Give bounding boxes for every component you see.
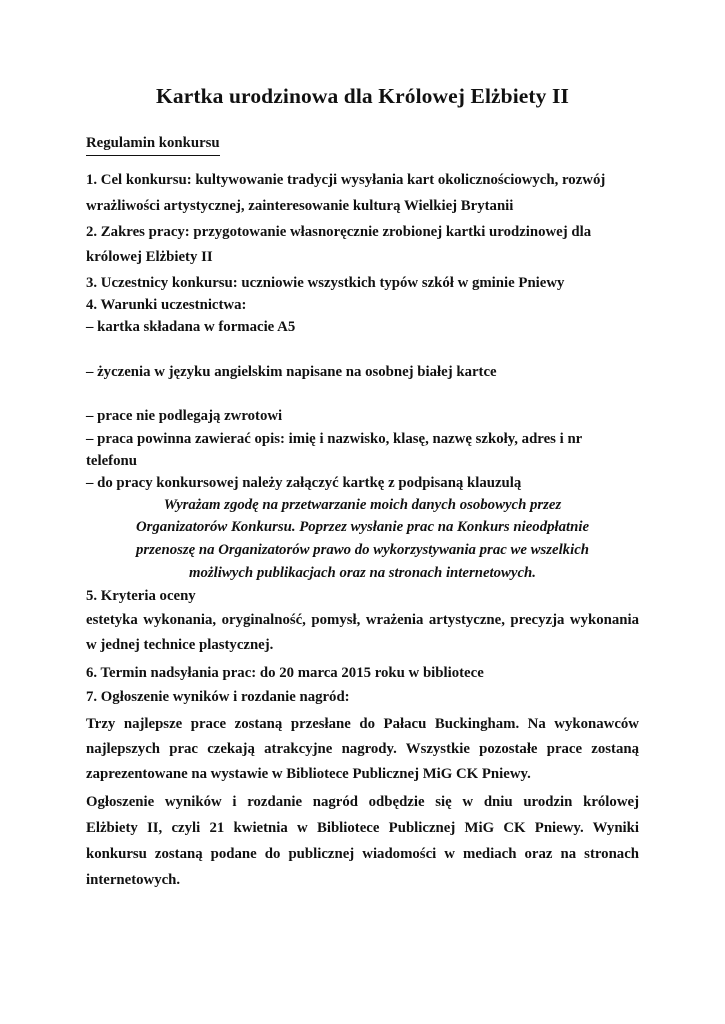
paragraph-5-line-1: estetyka wykonania, oryginalność, pomysł, wrażenia artystyczne, precyzja wykonania [86, 612, 639, 628]
clause-line-4: możliwych publikacjach oraz na stronach internetowych. [189, 565, 536, 581]
paragraph-7b-line-3: konkursu zostaną podane do publicznej wiadomości w mediach oraz na stronach [86, 846, 639, 862]
paragraph-7a-line-1: Trzy najlepsze prace zostaną przesłane do Pałacu Buckingham. Na wykonawców [86, 716, 639, 732]
condition-2: – życzenia w języku angielskim napisane na osobnej białej kartce [86, 364, 497, 380]
section-heading: Regulamin konkursu [86, 135, 220, 156]
paragraph-7a-line-3: zaprezentowane na wystawie w Bibliotece Publicznej MiG CK Pniewy. [86, 766, 531, 782]
condition-4-line-2: telefonu [86, 453, 137, 469]
paragraph-1-line-1: 1. Cel konkursu: kultywowanie tradycji wysyłania kart okolicznościowych, rozwój [86, 172, 606, 188]
paragraph-7b-line-4: internetowych. [86, 872, 181, 888]
condition-3: – prace nie podlegają zwrotowi [86, 408, 283, 424]
paragraph-6: 6. Termin nadsyłania prac: do 20 marca 2015 roku w bibliotece [86, 665, 484, 681]
document-title: Kartka urodzinowa dla Królowej Elżbiety II [156, 84, 569, 108]
condition-5: – do pracy konkursowej należy załączyć kartkę z podpisaną klauzulą [86, 475, 522, 491]
clause-line-3: przenoszę na Organizatorów prawo do wykorzystywania prac we wszelkich [135, 542, 589, 558]
clause-line-2: Organizatorów Konkursu. Poprzez wysłanie prac na Konkurs nieodpłatnie [135, 519, 590, 535]
paragraph-2-line-2: królowej Elżbiety II [86, 249, 213, 265]
paragraph-5-line-2: w jednej technice plastycznej. [86, 637, 274, 653]
paragraph-3: 3. Uczestnicy konkursu: uczniowie wszystkich typów szkół w gminie Pniewy [86, 275, 565, 291]
paragraph-7b-line-2: Elżbiety II, czyli 21 kwietnia w Bibliotece Publicznej MiG CK Pniewy. Wyniki [86, 820, 639, 836]
paragraph-1-line-2: wrażliwości artystycznej, zainteresowanie kulturą Wielkiej Brytanii [86, 198, 514, 214]
clause-line-1: Wyrażam zgodę na przetwarzanie moich danych osobowych przez [163, 497, 562, 513]
paragraph-7-heading: 7. Ogłoszenie wyników i rozdanie nagród: [86, 689, 350, 705]
paragraph-2-line-1: 2. Zakres pracy: przygotowanie własnoręcznie zrobionej kartki urodzinowej dla [86, 224, 592, 240]
paragraph-7a-line-2: najlepszych prac czekają atrakcyjne nagrody. Wszystkie pozostałe prace zostaną [86, 741, 639, 757]
condition-1: – kartka składana w formacie A5 [86, 319, 296, 335]
condition-4-line-1: – praca powinna zawierać opis: imię i nazwisko, klasę, nazwę szkoły, adres i nr [86, 431, 583, 447]
paragraph-5-heading: 5. Kryteria oceny [86, 588, 196, 604]
paragraph-7b-line-1: Ogłoszenie wyników i rozdanie nagród odbędzie się w dniu urodzin królowej [86, 794, 639, 810]
paragraph-4-heading: 4. Warunki uczestnictwa: [86, 297, 247, 313]
